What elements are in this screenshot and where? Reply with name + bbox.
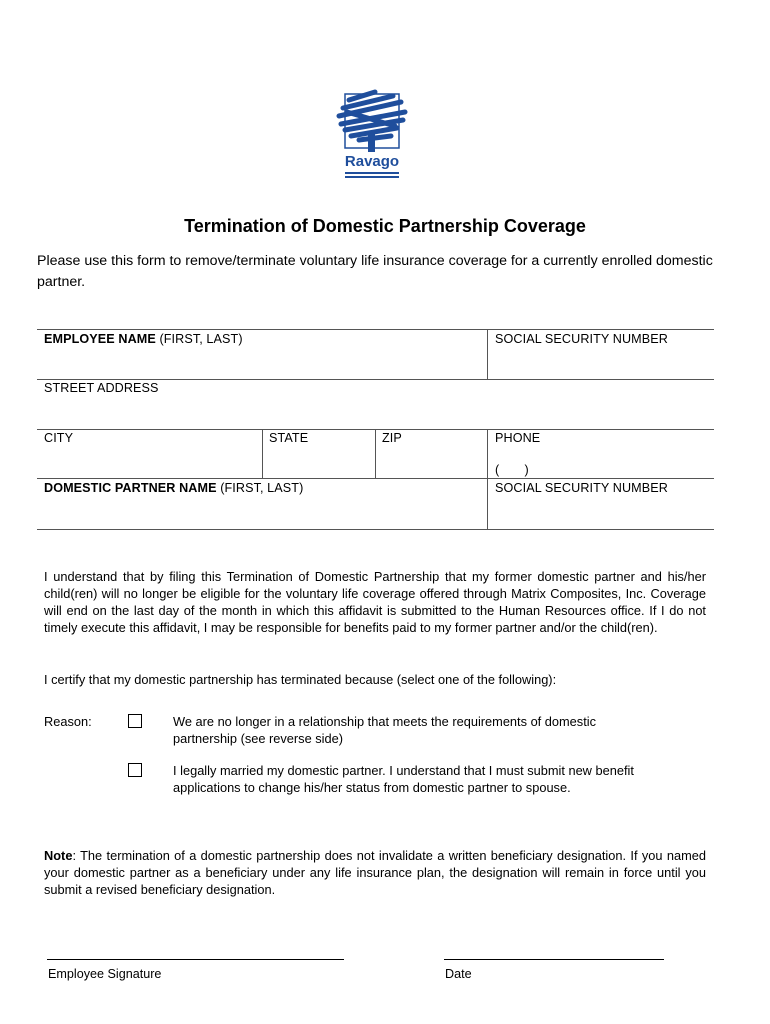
reason-option-1-line2: partnership (see reverse side) — [173, 731, 343, 746]
employee-signature-line[interactable] — [47, 959, 344, 960]
employee-ssn-field[interactable]: SOCIAL SECURITY NUMBER — [495, 332, 668, 346]
street-address-field[interactable]: STREET ADDRESS — [44, 381, 159, 395]
note-label: Note — [44, 848, 73, 863]
city-field[interactable]: CITY — [44, 431, 74, 445]
reason-married-checkbox[interactable] — [128, 763, 142, 777]
phone-format: ( ) — [495, 463, 529, 477]
partner-ssn-field[interactable]: SOCIAL SECURITY NUMBER — [495, 481, 668, 495]
employee-name-field[interactable]: EMPLOYEE NAME (FIRST, LAST) — [44, 332, 243, 346]
note-text: : The termination of a domestic partnership does not invalidate a written beneficiary designation. If you named your domestic partner as a beneficiary under any life insurance plan, the designation will remain in force until you submit a revised beneficiary designation. — [44, 848, 706, 897]
reason-label: Reason: — [44, 714, 92, 729]
understand-paragraph: I understand that by filing this Termination of Domestic Partnership that my former domestic partner and his/her child(ren) will no longer be eligible for the voluntary life coverage offered through Matrix Composites, Inc. Coverage will end on the last day of the month in which this affidavit is submitted to the Human Resources office. If I do not timely execute this affidavit, I may be responsible for benefits paid to my former partner and/or the child(ren). — [44, 569, 706, 635]
partner-name-field[interactable]: DOMESTIC PARTNER NAME (FIRST, LAST) — [44, 481, 304, 495]
reason-option-2-line2: applications to change his/her status from domestic partner to spouse. — [173, 780, 571, 795]
reason-relationship-checkbox[interactable] — [128, 714, 142, 728]
employee-info-table — [37, 329, 714, 530]
zip-field[interactable]: ZIP — [382, 431, 402, 445]
reason-option-2-line1: I legally married my domestic partner. I understand that I must submit new benefit — [173, 763, 634, 778]
page-title: Termination of Domestic Partnership Coverage — [184, 216, 586, 236]
intro-text: Please use this form to remove/terminate voluntary life insurance coverage for a currently enrolled domestic partner. — [37, 253, 713, 290]
logo-text: Ravago — [344, 153, 400, 170]
note-paragraph — [44, 847, 706, 898]
ravago-logo — [335, 86, 409, 180]
date-label: Date — [445, 967, 472, 981]
certify-text: I certify that my domestic partnership has terminated because (select one of the following): — [44, 672, 557, 687]
date-line[interactable] — [444, 959, 664, 960]
state-field[interactable]: STATE — [269, 431, 309, 445]
employee-signature-label: Employee Signature — [48, 967, 162, 981]
phone-field[interactable]: PHONE ( ) — [495, 431, 541, 477]
reason-option-1-line1: We are no longer in a relationship that meets the requirements of domestic — [173, 714, 596, 729]
